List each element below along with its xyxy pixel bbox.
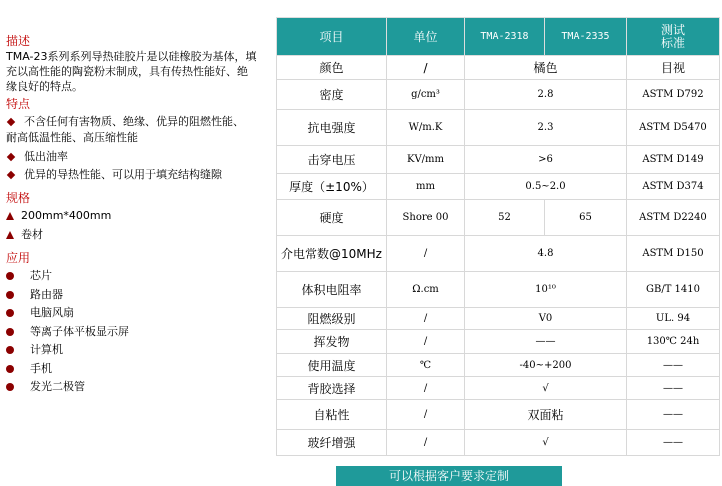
cell-unit: / — [387, 377, 465, 400]
application-item: 等离子体平板显示屏 — [6, 325, 129, 339]
application-item: 芯片 — [6, 269, 52, 283]
specs-heading: 规格 — [6, 191, 31, 205]
feature-item: 不含任何有害物质、绝缘、优异的阻燃性能、 — [6, 115, 244, 129]
table-row — [277, 354, 720, 377]
cell-value: 2.3 — [465, 110, 627, 146]
description-heading: 描述 — [6, 34, 31, 48]
diamond-bullet-icon — [7, 153, 15, 161]
application-item: 手机 — [6, 362, 52, 376]
circle-bullet-icon — [6, 383, 14, 391]
cell-value: -40~+200 — [465, 354, 627, 377]
left-panel — [0, 0, 276, 486]
table-row — [277, 110, 720, 146]
circle-bullet-icon — [6, 291, 14, 299]
circle-bullet-icon — [6, 365, 14, 373]
cell-value: 4.8 — [465, 236, 627, 272]
cell-value: 2.8 — [465, 80, 627, 110]
circle-bullet-icon — [6, 346, 14, 354]
cell-standard: —— — [627, 400, 720, 430]
cell-unit: KV/mm — [387, 146, 465, 174]
table-header-row — [277, 18, 720, 56]
cell-unit: W/m.K — [387, 110, 465, 146]
cell-standard: —— — [627, 430, 720, 456]
feature-item-continued: 耐高低温性能、高压缩性能 — [6, 131, 138, 144]
cell-value: 10¹⁰ — [465, 272, 627, 308]
applications-heading: 应用 — [6, 251, 31, 265]
cell-standard: ASTM D150 — [627, 236, 720, 272]
cell-unit: Ω.cm — [387, 272, 465, 308]
cell-unit: mm — [387, 174, 465, 200]
cell-value: √ — [465, 430, 627, 456]
cell-item: 自粘性 — [277, 400, 387, 430]
cell-value: —— — [465, 330, 627, 354]
cell-item: 抗电强度 — [277, 110, 387, 146]
cell-standard: —— — [627, 354, 720, 377]
features-heading: 特点 — [6, 97, 31, 111]
cell-unit: / — [387, 400, 465, 430]
feature-item: 优异的导热性能、可以用于填充结构缝隙 — [6, 168, 222, 182]
cell-item: 阻燃级别 — [277, 308, 387, 330]
table-row — [277, 430, 720, 456]
cell-standard: GB/T 1410 — [627, 272, 720, 308]
cell-standard: —— — [627, 377, 720, 400]
cell-unit: / — [387, 236, 465, 272]
col-header-unit: 单位 — [387, 18, 465, 56]
application-item: 发光二极管 — [6, 380, 85, 394]
cell-item: 介电常数@10MHz — [277, 236, 387, 272]
triangle-bullet-icon — [6, 231, 14, 239]
spec-table — [276, 17, 720, 456]
table-row — [277, 330, 720, 354]
cell-item: 颜色 — [277, 56, 387, 80]
circle-bullet-icon — [6, 328, 14, 336]
cell-standard: ASTM D5470 — [627, 110, 720, 146]
cell-item: 背胶选择 — [277, 377, 387, 400]
cell-value: √ — [465, 377, 627, 400]
application-item: 路由器 — [6, 288, 63, 302]
cell-standard: ASTM D149 — [627, 146, 720, 174]
description-line: 充以高性能的陶瓷粉末制成，具有传热性能好、绝 — [6, 65, 248, 78]
table-row — [277, 272, 720, 308]
triangle-bullet-icon — [6, 212, 14, 220]
spec-item: 200mm*400mm — [6, 209, 111, 223]
cell-unit: / — [387, 330, 465, 354]
table-row — [277, 377, 720, 400]
cell-value-tma2318: 52 — [465, 200, 545, 236]
cell-value-tma2335: 65 — [545, 200, 627, 236]
diamond-bullet-icon — [7, 118, 15, 126]
application-item: 电脑风扇 — [6, 306, 74, 320]
table-row — [277, 56, 720, 80]
cell-unit: ℃ — [387, 354, 465, 377]
cell-value: 橘色 — [465, 56, 627, 80]
description-line: 缘良好的特点。 — [6, 80, 83, 93]
col-header-tma2318: TMA-2318 — [465, 18, 545, 56]
cell-standard: 目视 — [627, 56, 720, 80]
table-row — [277, 236, 720, 272]
cell-item: 挥发物 — [277, 330, 387, 354]
cell-standard: 130℃ 24h — [627, 330, 720, 354]
cell-unit: Shore 00 — [387, 200, 465, 236]
table-row — [277, 200, 720, 236]
cell-value: 0.5~2.0 — [465, 174, 627, 200]
cell-unit: g/cm³ — [387, 80, 465, 110]
table-row — [277, 308, 720, 330]
col-header-item: 项目 — [277, 18, 387, 56]
cell-item: 击穿电压 — [277, 146, 387, 174]
cell-standard: ASTM D2240 — [627, 200, 720, 236]
table-row — [277, 146, 720, 174]
cell-unit: / — [387, 56, 465, 80]
cell-unit: / — [387, 308, 465, 330]
cell-unit: / — [387, 430, 465, 456]
cell-standard: ASTM D374 — [627, 174, 720, 200]
spec-item: 卷材 — [6, 228, 43, 242]
circle-bullet-icon — [6, 309, 14, 317]
cell-value: V0 — [465, 308, 627, 330]
diamond-bullet-icon — [7, 171, 15, 179]
description-line: TMA-23系列系列导热硅胶片是以硅橡胶为基体，填 — [6, 50, 257, 63]
cell-value: 双面粘 — [465, 400, 627, 430]
cell-value: >6 — [465, 146, 627, 174]
table-row — [277, 174, 720, 200]
circle-bullet-icon — [6, 272, 14, 280]
cell-standard: UL. 94 — [627, 308, 720, 330]
cell-item: 硬度 — [277, 200, 387, 236]
col-header-tma2335: TMA-2335 — [545, 18, 627, 56]
table-row — [277, 80, 720, 110]
table-row — [277, 400, 720, 430]
description-text — [6, 49, 276, 94]
cell-item: 体积电阻率 — [277, 272, 387, 308]
col-header-standard: 测试 标准 — [627, 18, 720, 56]
feature-item: 低出油率 — [6, 150, 68, 164]
cell-item: 使用温度 — [277, 354, 387, 377]
cell-item: 密度 — [277, 80, 387, 110]
cell-standard: ASTM D792 — [627, 80, 720, 110]
application-item: 计算机 — [6, 343, 63, 357]
custom-order-banner[interactable]: 可以根据客户要求定制 — [336, 466, 562, 486]
cell-item: 玻纤增强 — [277, 430, 387, 456]
cell-item: 厚度（±10%） — [277, 174, 387, 200]
